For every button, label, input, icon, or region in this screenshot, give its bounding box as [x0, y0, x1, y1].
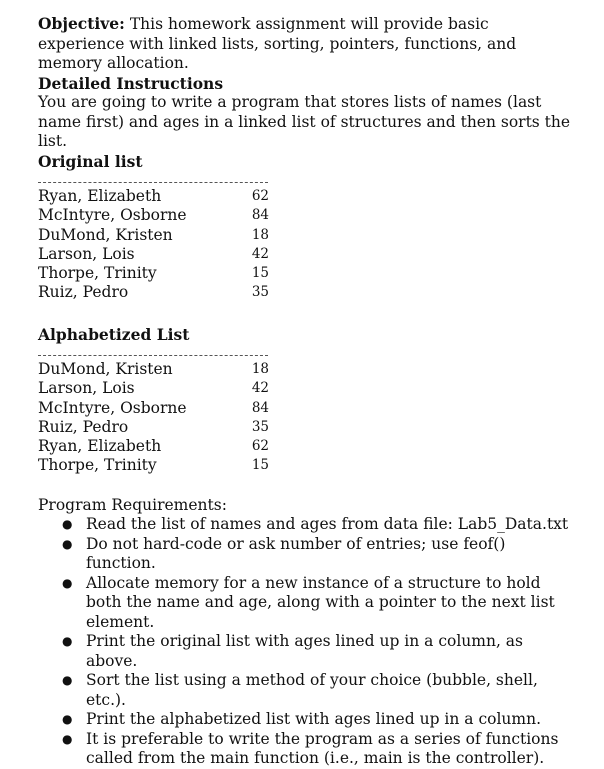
original-list-row [38, 264, 278, 283]
row-age: 42 [251, 380, 269, 397]
original-list-heading: Original list [38, 152, 143, 171]
requirements-heading: Program Requirements: [38, 496, 227, 514]
original-list-row [38, 245, 278, 264]
requirement-text: It is preferable to write the program as a series of functions called from the main function (i.e., main is the controller). [86, 729, 559, 767]
requirement-text: Read the list of names and ages from data file: Lab5_Data.txt [86, 515, 569, 533]
requirement-item [38, 632, 578, 671]
row-name: Ruiz, Pedro [38, 283, 129, 302]
row-age: 84 [251, 399, 269, 416]
alphabetized-list-row [38, 360, 278, 379]
alphabetized-list-row [38, 418, 278, 437]
bullet-icon: ● [62, 517, 73, 531]
row-name: DuMond, Kristen [38, 225, 173, 244]
requirement-item [38, 671, 578, 710]
objective-text: This homework assignment will provide basic experience with linked lists, sorting, pointers, functions, and memory allocation. [38, 15, 517, 72]
alphabetized-list-divider [38, 355, 268, 356]
objective-label: Objective: [38, 14, 125, 33]
row-age: 15 [251, 457, 269, 474]
requirement-text: Do not hard-code or ask number of entries; use feof() function. [86, 534, 506, 572]
row-name: Ryan, Elizabeth [38, 187, 162, 205]
alphabetized-list-row [38, 437, 278, 456]
row-name: Ruiz, Pedro [38, 417, 129, 436]
row-name: Larson, Lois [38, 244, 135, 263]
bullet-icon: ● [62, 634, 73, 648]
row-age: 18 [251, 226, 269, 243]
instructions-text: You are going to write a program that stores lists of names (last name first) and ages in a linked list of structures and then sorts the list. [38, 93, 571, 150]
row-age: 42 [251, 245, 269, 262]
bullet-icon: ● [62, 575, 73, 590]
row-name: Thorpe, Trinity [38, 456, 157, 475]
row-name: McIntyre, Osborne [38, 206, 187, 225]
bullet-icon: ● [62, 731, 73, 746]
requirement-text: Print the alphabetized list with ages lined up in a column. [86, 710, 542, 728]
row-name: McIntyre, Osborne [38, 398, 187, 417]
instructions-heading: Detailed Instructions [38, 74, 224, 93]
row-name: Larson, Lois [38, 379, 135, 398]
requirement-text: Print the original list with ages lined up in a column, as above. [86, 632, 524, 670]
row-age: 62 [251, 188, 269, 204]
row-age: 62 [251, 438, 269, 455]
original-list-row [38, 226, 278, 245]
requirements-list [38, 515, 578, 769]
alphabetized-list-heading: Alphabetized List [38, 325, 190, 344]
original-list-row [38, 283, 278, 302]
row-age: 35 [251, 418, 269, 435]
requirement-item [38, 730, 578, 769]
requirement-item [38, 710, 578, 730]
original-list-row [38, 187, 278, 206]
row-age: 35 [251, 284, 269, 301]
row-age: 84 [251, 207, 269, 224]
alphabetized-list-row [38, 456, 278, 475]
row-name: Thorpe, Trinity [38, 264, 157, 283]
objective-paragraph [38, 14, 578, 74]
row-name: DuMond, Kristen [38, 360, 173, 378]
bullet-icon: ● [62, 673, 73, 687]
alphabetized-list [38, 360, 278, 476]
alphabetized-list-row [38, 379, 278, 398]
row-age: 18 [251, 361, 269, 377]
bullet-icon: ● [62, 712, 73, 726]
row-age: 15 [251, 265, 269, 282]
requirement-item [38, 535, 578, 574]
row-name: Ryan, Elizabeth [38, 437, 162, 456]
requirement-text: Allocate memory for a new instance of a structure to hold both the name and age, along with a pointer to the next list element. [86, 573, 555, 631]
requirement-text: Sort the list using a method of your choice (bubble, shell, etc.). [86, 671, 538, 709]
original-list [38, 187, 278, 303]
bullet-icon: ● [62, 536, 73, 551]
original-list-divider [38, 182, 268, 183]
original-list-row [38, 206, 278, 225]
requirement-item [38, 515, 578, 535]
alphabetized-list-row [38, 399, 278, 418]
requirement-item [38, 574, 578, 633]
